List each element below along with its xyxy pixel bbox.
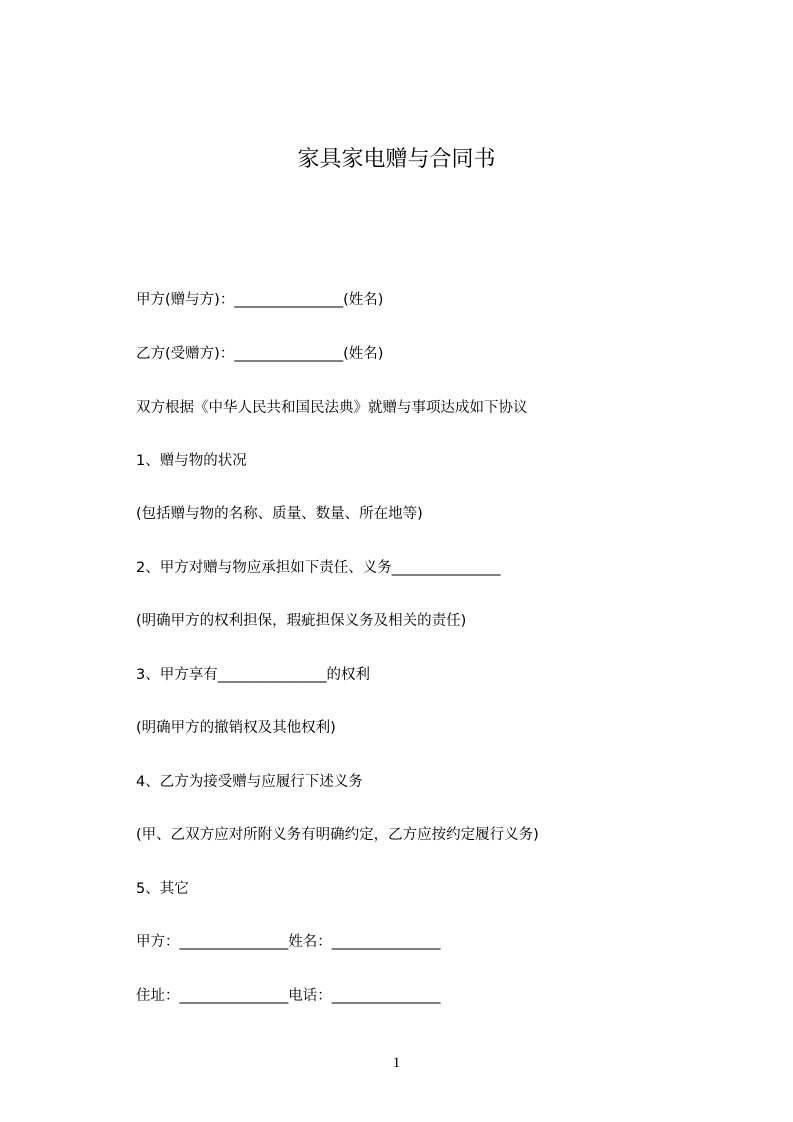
clause-3-heading: 3、甲方享有_______________的权利 — [136, 667, 370, 683]
address-phone-line: 住址：_______________电话：_______________ — [136, 988, 441, 1004]
clause-1-note: (包括赠与物的名称、质量、数量、所在地等) — [136, 506, 423, 522]
party-a-signature-line: 甲方：_______________姓名：_______________ — [136, 934, 441, 950]
clause-4-note: (甲、乙双方应对所附义务有明确约定，乙方应按约定履行义务) — [136, 827, 539, 843]
clause-1-heading: 1、赠与物的状况 — [136, 453, 247, 469]
party-b-line: 乙方(受赠方)：_______________(姓名) — [136, 346, 384, 362]
clause-2-note: (明确甲方的权利担保，瑕疵担保义务及相关的责任) — [136, 613, 467, 629]
clause-5-heading: 5、其它 — [136, 881, 189, 897]
clause-2-heading: 2、甲方对赠与物应承担如下责任、义务_______________ — [136, 560, 501, 576]
party-a-line: 甲方(赠与方)：_______________(姓名) — [136, 292, 384, 308]
clause-3-note: (明确甲方的撤销权及其他权利) — [136, 720, 336, 736]
page-number: 1 — [392, 1055, 401, 1071]
agreement-intro: 双方根据《中华人民共和国民法典》就赠与事项达成如下协议 — [136, 400, 528, 416]
document-title: 家具家电赠与合同书 — [297, 147, 496, 172]
clause-4-heading: 4、乙方为接受赠与应履行下述义务 — [136, 774, 363, 790]
